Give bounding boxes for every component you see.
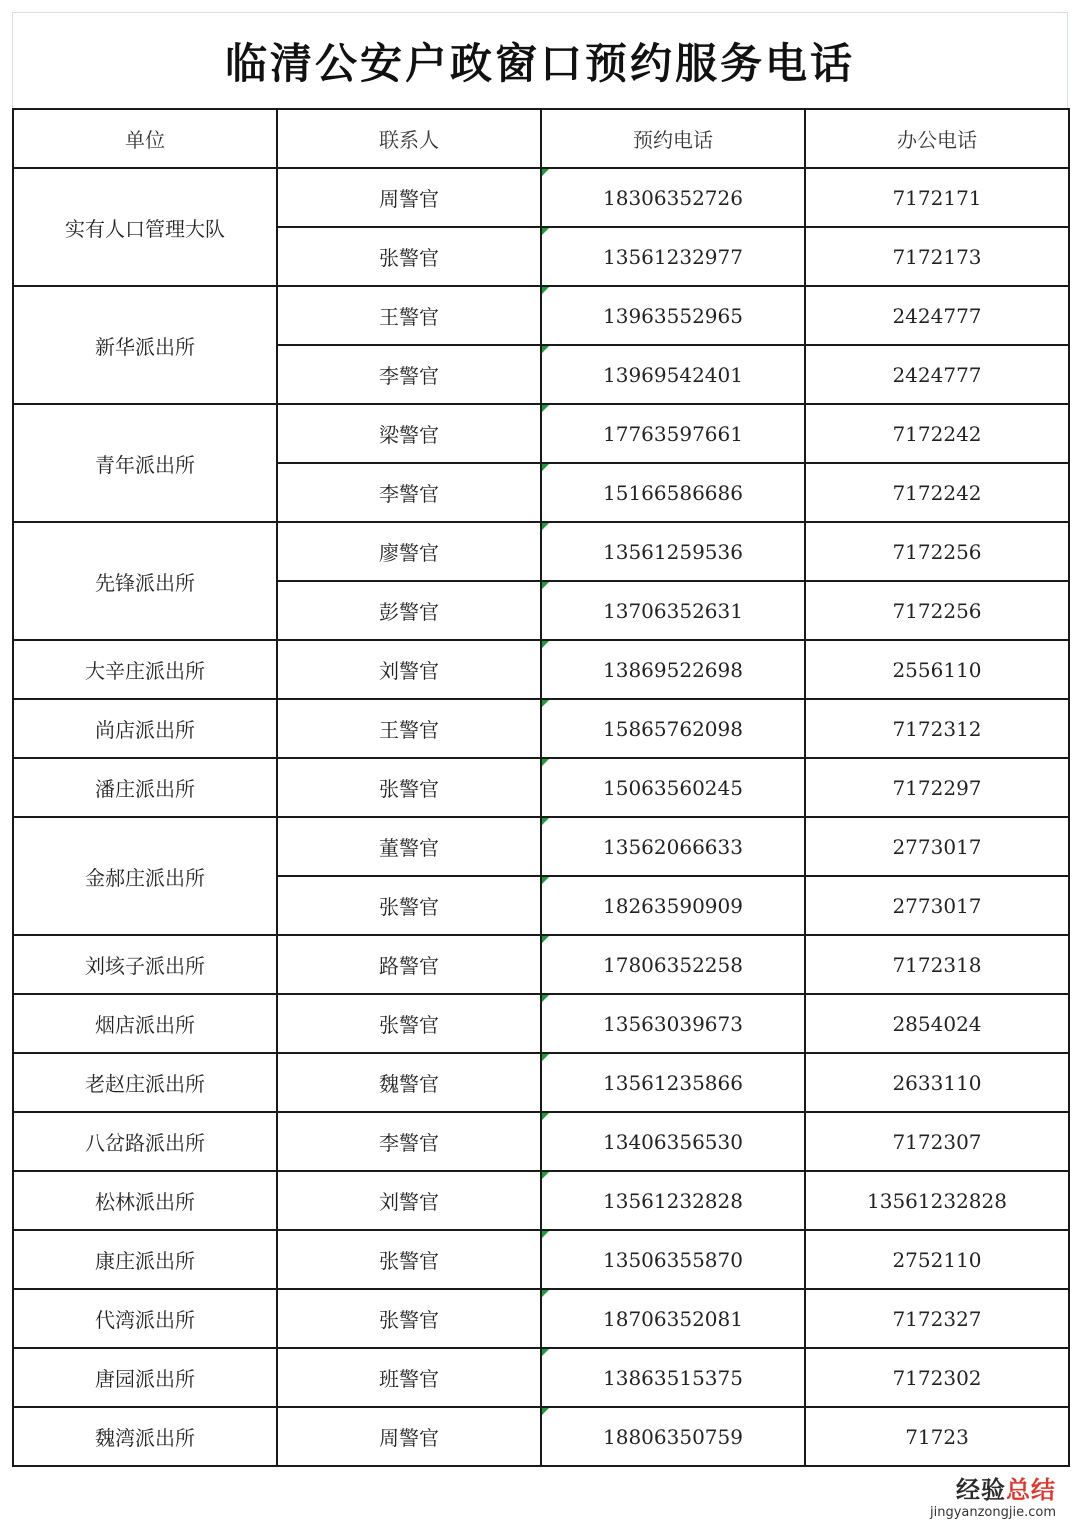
contact-cell: 刘警官 (277, 640, 541, 699)
unit-cell: 先锋派出所 (13, 522, 277, 640)
table-row (13, 935, 1069, 994)
unit-cell: 烟店派出所 (13, 994, 277, 1053)
contact-cell: 彭警官 (277, 581, 541, 640)
booking-phone-cell: 18306352726 (541, 168, 805, 227)
contact-cell: 张警官 (277, 1289, 541, 1348)
booking-phone-cell: 13963552965 (541, 286, 805, 345)
table-row (13, 286, 1069, 345)
booking-phone-cell: 15865762098 (541, 699, 805, 758)
contact-cell: 路警官 (277, 935, 541, 994)
office-phone-cell: 2752110 (805, 1230, 1069, 1289)
table-row (13, 1112, 1069, 1171)
contact-cell: 张警官 (277, 876, 541, 935)
unit-cell: 代湾派出所 (13, 1289, 277, 1348)
unit-cell: 尚店派出所 (13, 699, 277, 758)
booking-phone-cell: 18806350759 (541, 1407, 805, 1466)
booking-phone-cell: 13563039673 (541, 994, 805, 1053)
header-booking-phone: 预约电话 (541, 109, 805, 168)
contact-cell: 王警官 (277, 699, 541, 758)
booking-phone-cell: 13706352631 (541, 581, 805, 640)
watermark-logo (930, 1470, 1056, 1520)
header-row (13, 109, 1069, 168)
contact-cell: 周警官 (277, 1407, 541, 1466)
table-row (13, 404, 1069, 463)
booking-phone-cell: 13561232977 (541, 227, 805, 286)
page-title: 临清公安户政窗口预约服务电话 (224, 38, 855, 88)
contact-cell: 张警官 (277, 758, 541, 817)
contact-cell: 董警官 (277, 817, 541, 876)
unit-cell: 唐园派出所 (13, 1348, 277, 1407)
booking-phone-cell: 13562066633 (541, 817, 805, 876)
contact-table (12, 108, 1070, 1467)
table-row (13, 699, 1069, 758)
booking-phone-cell: 13863515375 (541, 1348, 805, 1407)
booking-phone-cell: 13506355870 (541, 1230, 805, 1289)
office-phone-cell: 71723 (805, 1407, 1069, 1466)
contact-cell: 周警官 (277, 168, 541, 227)
unit-cell: 老赵庄派出所 (13, 1053, 277, 1112)
unit-cell: 新华派出所 (13, 286, 277, 404)
contact-cell: 张警官 (277, 227, 541, 286)
unit-cell: 潘庄派出所 (13, 758, 277, 817)
booking-phone-cell: 13561259536 (541, 522, 805, 581)
office-phone-cell: 7172173 (805, 227, 1069, 286)
watermark-url: jingyanzongjie.com (929, 1505, 1056, 1520)
office-phone-cell: 7172171 (805, 168, 1069, 227)
office-phone-cell: 2854024 (805, 994, 1069, 1053)
office-phone-cell: 2424777 (805, 345, 1069, 404)
office-phone-cell: 7172297 (805, 758, 1069, 817)
booking-phone-cell: 18263590909 (541, 876, 805, 935)
table-row (13, 1230, 1069, 1289)
booking-phone-cell: 15166586686 (541, 463, 805, 522)
contact-cell: 班警官 (277, 1348, 541, 1407)
table-row (13, 1053, 1069, 1112)
office-phone-cell: 7172242 (805, 463, 1069, 522)
booking-phone-cell: 13869522698 (541, 640, 805, 699)
table-row (13, 168, 1069, 227)
watermark-text: 经验 (956, 1476, 1006, 1504)
watermark-accent-text: 总结 (1006, 1476, 1056, 1504)
booking-phone-cell: 15063560245 (541, 758, 805, 817)
unit-cell: 青年派出所 (13, 404, 277, 522)
unit-cell: 魏湾派出所 (13, 1407, 277, 1466)
spreadsheet (12, 12, 1068, 1467)
office-phone-cell: 2424777 (805, 286, 1069, 345)
unit-cell: 实有人口管理大队 (13, 168, 277, 286)
table-row (13, 817, 1069, 876)
office-phone-cell: 2633110 (805, 1053, 1069, 1112)
booking-phone-cell: 17806352258 (541, 935, 805, 994)
contact-cell: 李警官 (277, 345, 541, 404)
header-office-phone: 办公电话 (805, 109, 1069, 168)
booking-phone-cell: 17763597661 (541, 404, 805, 463)
table-row (13, 1289, 1069, 1348)
contact-cell: 廖警官 (277, 522, 541, 581)
contact-cell: 魏警官 (277, 1053, 541, 1112)
contact-cell: 张警官 (277, 994, 541, 1053)
table-row (13, 1407, 1069, 1466)
table-row (13, 640, 1069, 699)
contact-cell: 张警官 (277, 1230, 541, 1289)
contact-cell: 梁警官 (277, 404, 541, 463)
header-contact: 联系人 (277, 109, 541, 168)
unit-cell: 金郝庄派出所 (13, 817, 277, 935)
booking-phone-cell: 18706352081 (541, 1289, 805, 1348)
office-phone-cell: 7172307 (805, 1112, 1069, 1171)
office-phone-cell: 13561232828 (805, 1171, 1069, 1230)
office-phone-cell: 7172256 (805, 581, 1069, 640)
title-cell (12, 12, 1068, 108)
office-phone-cell: 7172312 (805, 699, 1069, 758)
contact-cell: 李警官 (277, 463, 541, 522)
booking-phone-cell: 13969542401 (541, 345, 805, 404)
unit-cell: 康庄派出所 (13, 1230, 277, 1289)
table-row (13, 1171, 1069, 1230)
office-phone-cell: 7172256 (805, 522, 1069, 581)
office-phone-cell: 7172242 (805, 404, 1069, 463)
unit-cell: 大辛庄派出所 (13, 640, 277, 699)
table-row (13, 522, 1069, 581)
contact-cell: 李警官 (277, 1112, 541, 1171)
booking-phone-cell: 13561232828 (541, 1171, 805, 1230)
office-phone-cell: 7172302 (805, 1348, 1069, 1407)
office-phone-cell: 2773017 (805, 876, 1069, 935)
contact-cell: 刘警官 (277, 1171, 541, 1230)
table-row (13, 758, 1069, 817)
office-phone-cell: 7172318 (805, 935, 1069, 994)
unit-cell: 松林派出所 (13, 1171, 277, 1230)
unit-cell: 刘垓子派出所 (13, 935, 277, 994)
header-unit: 单位 (13, 109, 277, 168)
office-phone-cell: 2556110 (805, 640, 1069, 699)
booking-phone-cell: 13561235866 (541, 1053, 805, 1112)
booking-phone-cell: 13406356530 (541, 1112, 805, 1171)
office-phone-cell: 2773017 (805, 817, 1069, 876)
contact-cell: 王警官 (277, 286, 541, 345)
office-phone-cell: 7172327 (805, 1289, 1069, 1348)
unit-cell: 八岔路派出所 (13, 1112, 277, 1171)
table-row (13, 994, 1069, 1053)
table-row (13, 1348, 1069, 1407)
